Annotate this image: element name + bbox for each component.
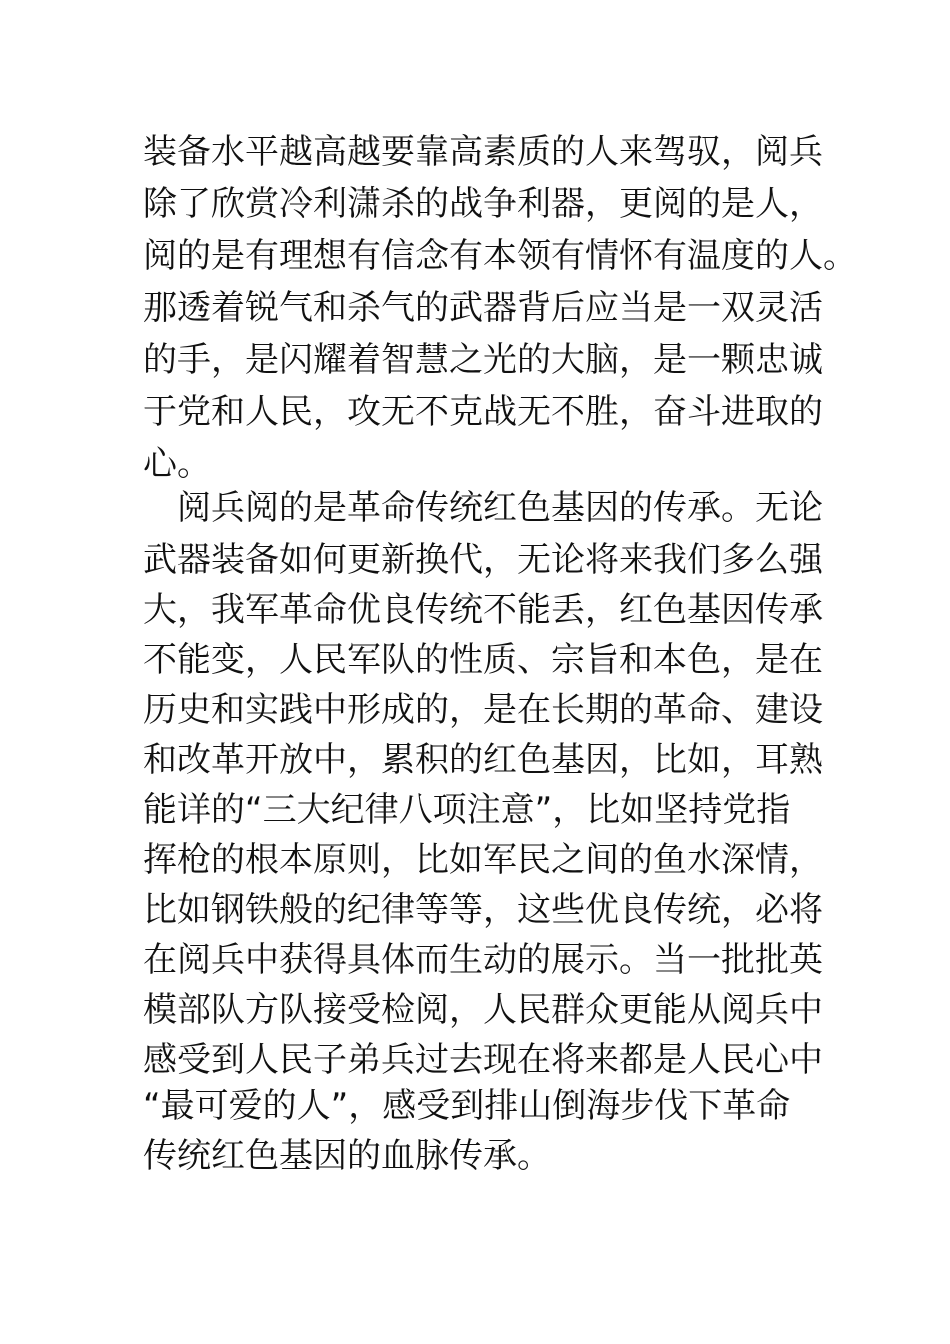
text-line: 在阅兵中获得具体而生动的展示。当一批批英 xyxy=(143,940,823,980)
text-line: 那透着锐气和杀气的武器背后应当是一双灵活 xyxy=(143,288,823,328)
text-line: 感受到人民子弟兵过去现在将来都是人民心中 xyxy=(143,1040,823,1080)
text-line: 不能变，人民军队的性质、宗旨和本色，是在 xyxy=(143,640,823,680)
text-line: 心。 xyxy=(143,444,211,484)
text-line: 的手，是闪耀着智慧之光的大脑，是一颗忠诚 xyxy=(143,340,823,380)
text-line: 除了欣赏冷利潇杀的战争利器，更阅的是人， xyxy=(143,184,823,224)
text-line: 武器装备如何更新换代，无论将来我们多么强 xyxy=(143,540,823,580)
text-line: “最可爱的人”，感受到排山倒海步伐下革命 xyxy=(143,1086,791,1126)
text-line: 大，我军革命优良传统不能丢，红色基因传承 xyxy=(143,590,823,630)
text-line: 和改革开放中，累积的红色基因，比如，耳熟 xyxy=(143,740,823,780)
text-line: 能详的“三大纪律八项注意”，比如坚持党指 xyxy=(143,790,791,830)
text-line: 阅的是有理想有信念有本领有情怀有温度的人。 xyxy=(143,236,857,276)
text-line: 历史和实践中形成的，是在长期的革命、建设 xyxy=(143,690,823,730)
text-line: 传统红色基因的血脉传承。 xyxy=(143,1136,551,1176)
text-line: 挥枪的根本原则，比如军民之间的鱼水深情， xyxy=(143,840,823,880)
text-line: 阅兵阅的是革命传统红色基因的传承。无论 xyxy=(177,488,823,528)
text-line: 于党和人民，攻无不克战无不胜，奋斗进取的 xyxy=(143,392,823,432)
text-line: 模部队方队接受检阅，人民群众更能从阅兵中 xyxy=(143,990,823,1030)
text-line: 装备水平越高越要靠高素质的人来驾驭，阅兵 xyxy=(143,132,823,172)
text-line: 比如钢铁般的纪律等等，这些优良传统，必将 xyxy=(143,890,823,930)
